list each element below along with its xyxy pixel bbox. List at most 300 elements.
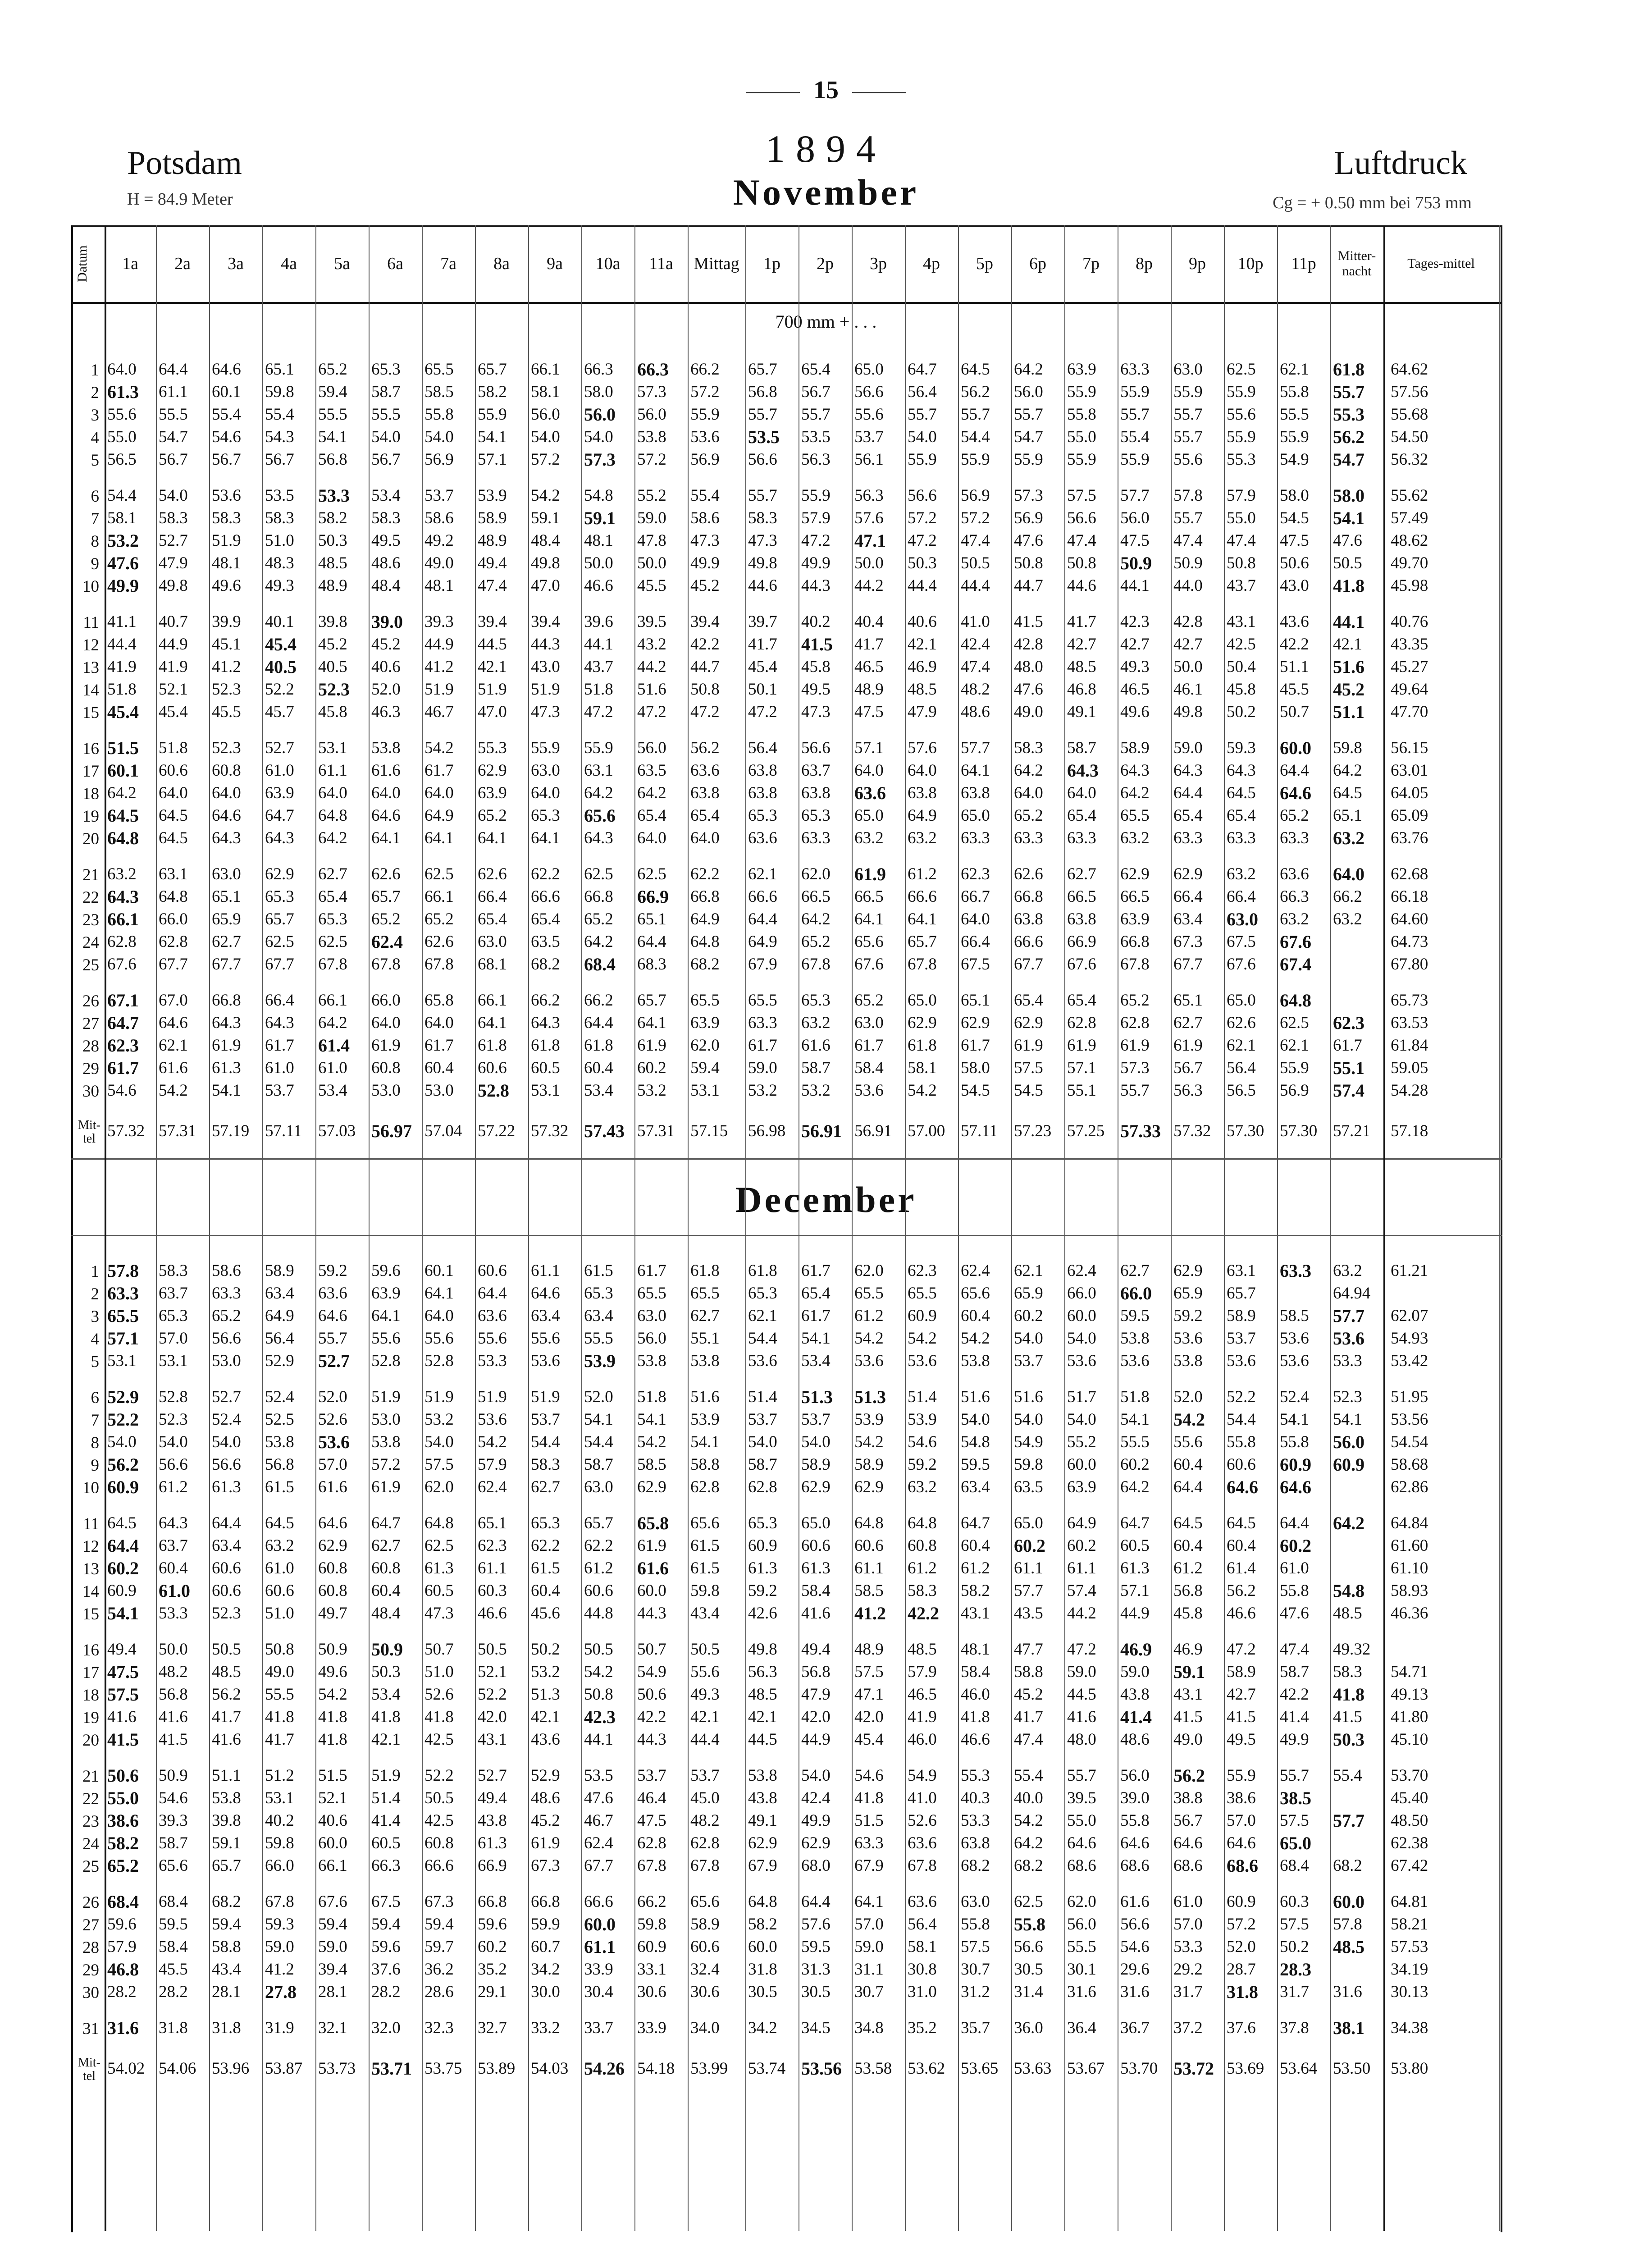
pressure-cell: 65.4 <box>801 360 831 379</box>
pressure-cell: 63.4 <box>265 1284 294 1303</box>
pressure-cell: 57.1 <box>107 1328 139 1348</box>
day-label: 28 <box>82 1037 99 1056</box>
mean-row-label: Mit- tel <box>78 1118 100 1146</box>
pressure-cell: 58.9 <box>478 509 507 527</box>
pressure-cell: 43.6 <box>531 1730 560 1749</box>
day-label: 22 <box>82 888 99 907</box>
day-label: 8 <box>91 532 99 551</box>
pressure-cell: 41.8 <box>318 1730 347 1749</box>
pressure-cell: 49.9 <box>801 554 831 572</box>
pressure-cell: 58.68 <box>1391 1455 1428 1474</box>
pressure-cell: 61.5 <box>531 1559 560 1577</box>
pressure-cell: 59.9 <box>531 1915 560 1934</box>
pressure-cell: 62.7 <box>371 1536 401 1555</box>
pressure-cell: 55.9 <box>1280 1059 1309 1077</box>
column-header: 6a <box>387 254 403 273</box>
pressure-cell: 58.21 <box>1391 1915 1428 1934</box>
pressure-cell: 64.73 <box>1391 933 1428 951</box>
pressure-cell: 58.7 <box>584 1455 613 1474</box>
pressure-cell: 66.1 <box>531 360 560 379</box>
pressure-cell: 39.0 <box>371 612 403 632</box>
pressure-cell: 36.0 <box>1014 2019 1043 2037</box>
pressure-cell: 50.4 <box>1227 658 1256 676</box>
pressure-cell: 44.9 <box>1120 1604 1150 1623</box>
pressure-cell: 45.5 <box>637 576 666 595</box>
pressure-cell: 43.1 <box>1227 613 1256 631</box>
pressure-cell: 54.2 <box>478 1433 507 1451</box>
pressure-cell: 58.6 <box>424 509 454 527</box>
pressure-cell: 65.7 <box>637 991 666 1010</box>
pressure-cell: 48.6 <box>371 554 401 572</box>
pressure-cell: 64.6 <box>531 1284 560 1303</box>
pressure-cell: 40.0 <box>1014 1789 1043 1807</box>
pressure-cell: 57.1 <box>478 450 507 469</box>
day-label: 6 <box>91 1389 99 1407</box>
pressure-cell: 48.0 <box>1067 1730 1096 1749</box>
column-divider <box>745 225 746 2231</box>
pressure-cell: 57.9 <box>801 509 831 527</box>
pressure-cell: 53.6 <box>531 1352 560 1370</box>
pressure-cell: 52.6 <box>318 1410 347 1429</box>
pressure-cell: 53.5 <box>801 428 831 446</box>
pressure-cell: 64.6 <box>1227 1477 1258 1497</box>
pressure-cell: 64.4 <box>1280 1514 1309 1532</box>
year: 1894 <box>766 127 886 170</box>
pressure-cell: 65.7 <box>371 887 401 906</box>
pressure-cell: 62.9 <box>265 865 294 883</box>
pressure-cell: 50.5 <box>1333 554 1362 572</box>
pressure-cell: 49.4 <box>478 1789 507 1807</box>
pressure-cell: 30.5 <box>748 1983 777 2001</box>
pressure-cell: 55.7 <box>1173 509 1203 527</box>
pressure-cell: 58.7 <box>801 1059 831 1077</box>
pressure-cell: 65.0 <box>908 991 937 1010</box>
pressure-cell: 39.8 <box>212 1811 241 1830</box>
mean-cell: 53.87 <box>265 2059 303 2078</box>
pressure-cell: 61.8 <box>584 1036 613 1055</box>
pressure-cell: 53.2 <box>531 1663 560 1681</box>
pressure-cell: 37.6 <box>1227 2019 1256 2037</box>
pressure-cell: 66.5 <box>1067 887 1096 906</box>
pressure-cell: 62.68 <box>1391 865 1428 883</box>
pressure-cell: 67.5 <box>1227 933 1256 951</box>
day-label: 5 <box>91 1353 99 1371</box>
pressure-cell: 50.9 <box>318 1640 347 1659</box>
pressure-cell: 53.6 <box>690 428 720 446</box>
pressure-cell: 54.1 <box>1120 1410 1150 1429</box>
pressure-cell: 62.9 <box>637 1478 666 1496</box>
pressure-cell: 51.9 <box>478 680 507 699</box>
pressure-cell: 59.4 <box>424 1915 454 1934</box>
pressure-cell: 68.0 <box>801 1856 831 1875</box>
pressure-cell: 53.4 <box>584 1081 613 1100</box>
pressure-cell: 63.2 <box>1120 829 1150 847</box>
pressure-cell: 30.5 <box>801 1983 831 2001</box>
pressure-cell: 62.9 <box>854 1478 884 1496</box>
pressure-cell: 41.2 <box>854 1603 886 1623</box>
pressure-cell: 58.7 <box>1067 739 1096 757</box>
pressure-cell: 65.7 <box>265 910 294 928</box>
day-label: 26 <box>82 1893 99 1912</box>
pressure-cell: 60.5 <box>371 1834 401 1852</box>
pressure-cell: 54.1 <box>584 1410 613 1429</box>
pressure-cell: 54.2 <box>637 1433 666 1451</box>
pressure-cell: 65.5 <box>107 1306 139 1326</box>
pressure-cell: 44.1 <box>1120 576 1150 595</box>
pressure-cell: 51.8 <box>107 680 137 699</box>
pressure-cell: 50.2 <box>1280 1938 1309 1956</box>
pressure-cell: 46.5 <box>908 1685 937 1704</box>
day-label: 3 <box>91 1307 99 1326</box>
pressure-cell: 54.3 <box>265 428 294 446</box>
pressure-cell: 48.6 <box>531 1789 560 1807</box>
pressure-cell: 37.8 <box>1280 2019 1309 2037</box>
pressure-cell: 60.6 <box>690 1938 720 1956</box>
pressure-cell: 62.38 <box>1391 1834 1428 1852</box>
pressure-cell: 61.5 <box>584 1262 613 1280</box>
pressure-cell: 66.0 <box>371 991 401 1010</box>
pressure-cell: 60.6 <box>265 1582 294 1600</box>
day-label: 12 <box>82 1537 99 1556</box>
pressure-cell: 47.6 <box>584 1789 613 1807</box>
pressure-cell: 47.1 <box>854 1685 884 1704</box>
pressure-cell: 55.0 <box>1227 509 1256 527</box>
pressure-cell: 56.8 <box>159 1685 188 1704</box>
pressure-cell: 64.3 <box>531 1014 560 1032</box>
pressure-cell: 60.2 <box>1014 1536 1045 1556</box>
pressure-cell: 53.1 <box>107 1352 137 1370</box>
day-label: 29 <box>82 1961 99 1979</box>
pressure-cell: 65.3 <box>531 1514 560 1532</box>
pressure-cell: 34.2 <box>748 2019 777 2037</box>
pressure-cell: 55.9 <box>1227 428 1256 446</box>
pressure-cell: 42.4 <box>801 1789 831 1807</box>
pressure-cell: 53.8 <box>748 1766 777 1785</box>
pressure-cell: 49.9 <box>1280 1730 1309 1749</box>
pressure-cell: 55.0 <box>107 1788 139 1808</box>
pressure-cell: 55.0 <box>1067 428 1096 446</box>
pressure-cell: 64.7 <box>107 1013 139 1033</box>
pressure-cell: 53.2 <box>424 1410 454 1429</box>
pressure-cell: 62.0 <box>801 865 831 883</box>
pressure-cell: 67.7 <box>159 955 188 974</box>
pressure-cell: 47.2 <box>1067 1640 1096 1659</box>
pressure-cell: 62.6 <box>424 933 454 951</box>
pressure-cell: 63.2 <box>1280 910 1309 928</box>
pressure-cell: 50.1 <box>748 680 777 699</box>
day-label: 27 <box>82 1015 99 1033</box>
pressure-cell: 43.0 <box>1280 576 1309 595</box>
pressure-cell: 58.3 <box>265 509 294 527</box>
pressure-cell: 68.2 <box>531 955 560 974</box>
pressure-cell: 60.0 <box>1067 1307 1096 1325</box>
pressure-cell: 56.6 <box>1067 509 1096 527</box>
pressure-cell: 42.1 <box>908 635 937 654</box>
pressure-cell: 56.6 <box>212 1329 241 1348</box>
pressure-cell: 64.3 <box>1067 760 1099 781</box>
pressure-cell: 54.0 <box>159 486 188 505</box>
pressure-cell: 41.7 <box>748 635 777 654</box>
pressure-cell: 40.2 <box>801 613 831 631</box>
pressure-cell: 55.9 <box>1120 383 1150 401</box>
pressure-cell: 61.9 <box>371 1036 401 1055</box>
pressure-cell: 44.0 <box>1173 576 1203 595</box>
pressure-cell: 40.4 <box>854 613 884 631</box>
pressure-cell: 50.5 <box>961 554 990 572</box>
pressure-cell: 61.9 <box>1067 1036 1096 1055</box>
pressure-cell: 62.3 <box>908 1262 937 1280</box>
pressure-cell: 43.7 <box>584 658 613 676</box>
pressure-cell: 67.6 <box>1067 955 1096 974</box>
pressure-cell: 63.6 <box>854 783 886 803</box>
pressure-cell: 54.4 <box>584 1433 613 1451</box>
pressure-cell: 65.5 <box>854 1284 884 1303</box>
pressure-cell: 52.1 <box>478 1663 507 1681</box>
pressure-cell: 54.2 <box>584 1663 613 1681</box>
pressure-cell: 42.1 <box>1333 635 1362 654</box>
pressure-cell: 57.3 <box>1014 486 1043 505</box>
column-header: 8a <box>493 254 510 273</box>
pressure-cell: 58.9 <box>265 1262 294 1280</box>
pressure-cell: 62.07 <box>1391 1307 1428 1325</box>
pressure-cell: 44.6 <box>748 576 777 595</box>
pressure-cell: 56.4 <box>908 1915 937 1934</box>
pressure-cell: 46.36 <box>1391 1604 1428 1623</box>
pressure-cell: 66.6 <box>531 887 560 906</box>
pressure-cell: 61.5 <box>265 1478 294 1496</box>
unit-note: 700 mm + . . . <box>775 311 877 332</box>
pressure-cell: 56.9 <box>1280 1081 1309 1100</box>
pressure-cell: 30.7 <box>854 1983 884 2001</box>
pressure-cell: 46.5 <box>1120 680 1150 699</box>
pressure-cell: 55.8 <box>424 405 454 424</box>
mean-cell: 53.73 <box>318 2059 356 2078</box>
pressure-cell: 64.6 <box>1173 1834 1203 1852</box>
mean-cell: 57.30 <box>1280 1122 1318 1140</box>
pressure-cell: 64.3 <box>1173 761 1203 780</box>
pressure-cell: 63.3 <box>1014 829 1043 847</box>
pressure-cell: 60.8 <box>318 1559 347 1577</box>
pressure-cell: 55.3 <box>478 739 507 757</box>
pressure-cell: 65.0 <box>854 360 884 379</box>
pressure-cell: 61.1 <box>478 1559 507 1577</box>
pressure-cell: 64.0 <box>854 761 884 780</box>
pressure-cell: 30.13 <box>1391 1983 1428 2001</box>
pressure-cell: 66.0 <box>159 910 188 928</box>
pressure-cell: 47.6 <box>1333 531 1362 550</box>
pressure-cell: 54.2 <box>531 486 560 505</box>
pressure-cell: 64.4 <box>1173 1478 1203 1496</box>
pressure-cell: 63.9 <box>1120 910 1150 928</box>
pressure-cell: 60.4 <box>1173 1536 1203 1555</box>
pressure-cell: 56.6 <box>748 450 777 469</box>
pressure-cell: 61.9 <box>637 1036 666 1055</box>
pressure-cell: 64.4 <box>1173 784 1203 802</box>
pressure-cell: 56.0 <box>1120 1766 1150 1785</box>
pressure-cell: 58.9 <box>1227 1307 1256 1325</box>
pressure-cell: 66.2 <box>690 360 720 379</box>
pressure-cell: 47.4 <box>961 658 990 676</box>
pressure-cell: 59.8 <box>1014 1455 1043 1474</box>
pressure-cell: 61.7 <box>801 1262 831 1280</box>
pressure-cell: 59.6 <box>371 1938 401 1956</box>
pressure-cell: 54.1 <box>478 428 507 446</box>
pressure-cell: 63.4 <box>584 1307 613 1325</box>
pressure-cell: 47.3 <box>424 1604 454 1623</box>
pressure-cell: 45.4 <box>265 634 297 654</box>
pressure-cell: 56.2 <box>690 739 720 757</box>
station-name: Potsdam <box>127 145 242 182</box>
pressure-cell: 67.6 <box>1227 955 1256 974</box>
pressure-cell: 56.7 <box>1173 1059 1203 1077</box>
pressure-cell: 57.9 <box>1227 486 1256 505</box>
pressure-cell: 59.1 <box>531 509 560 527</box>
pressure-cell: 50.3 <box>1333 1729 1364 1750</box>
pressure-cell: 47.9 <box>801 1685 831 1704</box>
pressure-cell: 52.6 <box>908 1811 937 1830</box>
month-title-november: November <box>733 172 919 213</box>
pressure-cell: 46.0 <box>908 1730 937 1749</box>
pressure-cell: 58.3 <box>908 1582 937 1600</box>
pressure-cell: 44.5 <box>478 635 507 654</box>
column-divider <box>634 225 635 2231</box>
pressure-cell: 67.9 <box>748 1856 777 1875</box>
pressure-cell: 63.9 <box>265 784 294 802</box>
pressure-cell: 45.27 <box>1391 658 1428 676</box>
pressure-cell: 67.5 <box>961 955 990 974</box>
pressure-cell: 57.6 <box>908 739 937 757</box>
pressure-cell: 59.5 <box>1120 1307 1150 1325</box>
pressure-cell: 58.4 <box>159 1938 188 1956</box>
pressure-cell: 51.9 <box>371 1766 401 1785</box>
pressure-cell: 55.8 <box>1227 1433 1256 1451</box>
pressure-cell: 54.0 <box>1014 1410 1043 1429</box>
pressure-cell: 53.2 <box>107 530 139 551</box>
pressure-cell: 58.3 <box>212 509 241 527</box>
pressure-cell: 53.1 <box>318 739 347 757</box>
pressure-cell: 35.2 <box>908 2019 937 2037</box>
pressure-cell: 63.6 <box>1280 865 1309 883</box>
pressure-cell: 41.5 <box>159 1730 188 1749</box>
pressure-cell: 49.3 <box>690 1685 720 1704</box>
pressure-cell: 56.8 <box>801 1663 831 1681</box>
pressure-cell: 46.0 <box>961 1685 990 1704</box>
pressure-cell: 58.9 <box>690 1915 720 1934</box>
pressure-cell: 42.5 <box>424 1730 454 1749</box>
pressure-cell: 48.4 <box>371 1604 401 1623</box>
pressure-cell: 53.6 <box>318 1432 350 1452</box>
mean-cell: 57.21 <box>1333 1122 1371 1140</box>
pressure-cell: 55.9 <box>1014 450 1043 469</box>
pressure-cell: 57.2 <box>1227 1915 1256 1934</box>
pressure-cell: 62.7 <box>690 1307 720 1325</box>
pressure-cell: 65.2 <box>371 910 401 928</box>
pressure-cell: 40.1 <box>265 613 294 631</box>
pressure-cell: 47.4 <box>1227 531 1256 550</box>
pressure-cell: 68.6 <box>1120 1856 1150 1875</box>
pressure-cell: 63.9 <box>1067 1478 1096 1496</box>
pressure-cell: 64.8 <box>424 1514 454 1532</box>
pressure-cell: 59.8 <box>1333 739 1362 757</box>
mean-cell: 57.19 <box>212 1122 250 1140</box>
pressure-cell: 34.2 <box>531 1960 560 1979</box>
pressure-cell: 64.0 <box>212 784 241 802</box>
pressure-cell: 41.7 <box>1067 613 1096 631</box>
pressure-cell: 50.2 <box>531 1640 560 1659</box>
pressure-cell: 54.93 <box>1391 1329 1428 1348</box>
pressure-cell: 64.8 <box>854 1514 884 1532</box>
pressure-cell: 64.4 <box>212 1514 241 1532</box>
pressure-cell: 64.2 <box>584 784 613 802</box>
pressure-cell: 54.2 <box>908 1081 937 1100</box>
day-label: 17 <box>82 1664 99 1682</box>
pressure-cell: 56.0 <box>1120 509 1150 527</box>
pressure-cell: 61.4 <box>318 1035 350 1056</box>
pressure-cell: 67.8 <box>371 955 401 974</box>
pressure-cell: 57.2 <box>371 1455 401 1474</box>
day-label: 25 <box>82 956 99 974</box>
pressure-cell: 57.7 <box>1333 1810 1364 1831</box>
pressure-cell: 56.3 <box>1173 1081 1203 1100</box>
pressure-cell: 65.4 <box>1067 806 1096 825</box>
pressure-cell: 64.2 <box>1333 761 1362 780</box>
pressure-cell: 30.1 <box>1067 1960 1096 1979</box>
pressure-cell: 42.2 <box>1280 635 1309 654</box>
pressure-cell: 58.9 <box>1227 1663 1256 1681</box>
pressure-cell: 49.0 <box>424 554 454 572</box>
pressure-cell: 59.7 <box>424 1938 454 1956</box>
pressure-cell: 43.4 <box>212 1960 241 1979</box>
pressure-cell: 56.6 <box>801 739 831 757</box>
pressure-cell: 62.7 <box>531 1478 560 1496</box>
pressure-cell: 63.8 <box>908 784 937 802</box>
pressure-cell: 63.1 <box>584 761 613 780</box>
pressure-cell: 45.6 <box>531 1604 560 1623</box>
pressure-cell: 52.7 <box>159 531 188 550</box>
pressure-cell: 56.0 <box>637 1329 666 1348</box>
pressure-cell: 53.7 <box>854 428 884 446</box>
pressure-cell: 61.7 <box>424 761 454 780</box>
column-divider <box>1383 225 1385 2231</box>
pressure-cell: 62.9 <box>318 1536 347 1555</box>
pressure-cell: 62.5 <box>318 933 347 951</box>
pressure-cell: 57.0 <box>1173 1915 1203 1934</box>
pressure-cell: 57.3 <box>1120 1059 1150 1077</box>
pressure-cell: 62.7 <box>1120 1262 1150 1280</box>
pressure-cell: 60.4 <box>1227 1536 1256 1555</box>
pressure-cell: 62.9 <box>748 1834 777 1852</box>
pressure-cell: 65.2 <box>1014 806 1043 825</box>
pressure-cell: 62.9 <box>1014 1014 1043 1032</box>
pressure-cell: 43.7 <box>1227 576 1256 595</box>
pressure-cell: 55.4 <box>265 405 294 424</box>
mean-row-label: Mit- tel <box>78 2056 100 2083</box>
pressure-cell: 65.6 <box>854 933 884 951</box>
column-divider <box>905 225 906 2231</box>
day-label: 19 <box>82 1709 99 1727</box>
pressure-cell: 59.8 <box>690 1582 720 1600</box>
column-divider <box>1277 225 1278 2231</box>
pressure-cell: 51.9 <box>424 1388 454 1406</box>
pressure-cell: 51.9 <box>478 1388 507 1406</box>
pressure-cell: 39.4 <box>318 1960 347 1979</box>
pressure-cell: 65.2 <box>1280 806 1309 825</box>
pressure-cell: 68.4 <box>159 1892 188 1911</box>
pressure-cell: 64.81 <box>1391 1892 1428 1911</box>
pressure-cell: 61.2 <box>1173 1559 1203 1577</box>
pressure-cell: 60.5 <box>1120 1536 1150 1555</box>
pressure-cell: 64.6 <box>212 360 241 379</box>
